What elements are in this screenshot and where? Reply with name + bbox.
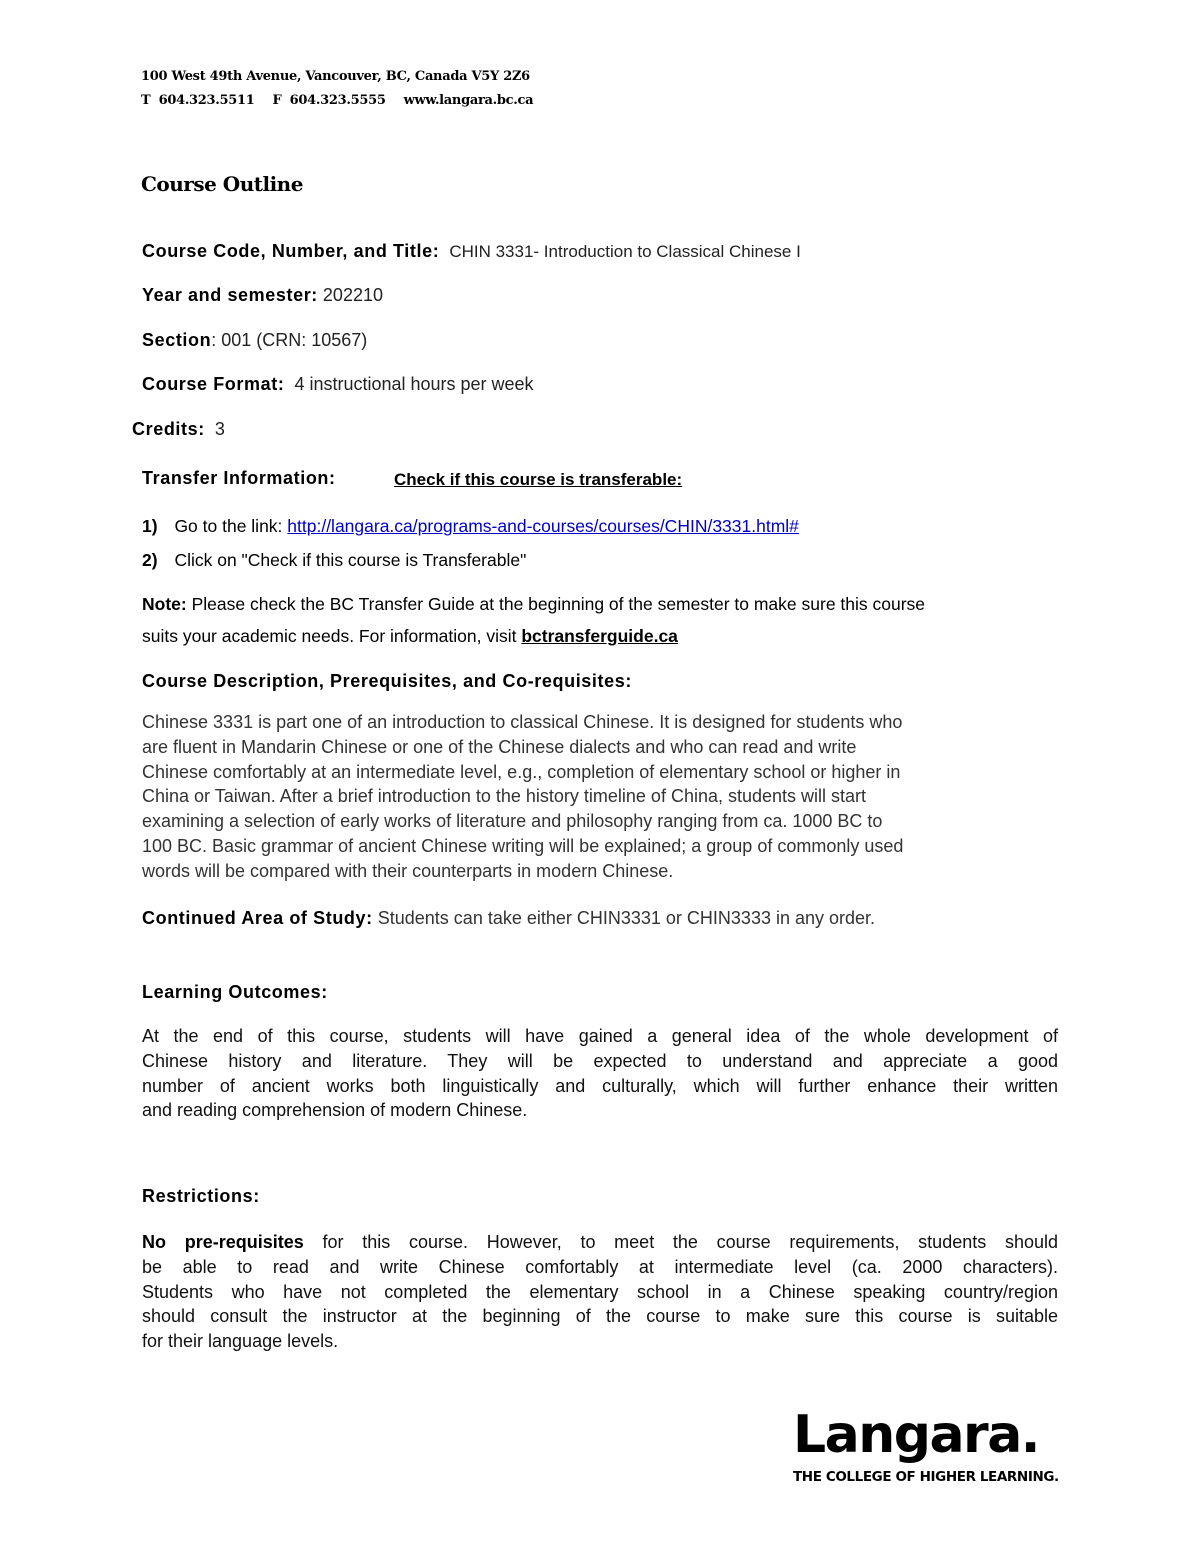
- page-title: Course Outline: [141, 172, 303, 196]
- outcomes-heading: Learning Outcomes:: [142, 982, 328, 1002]
- restrictions-line: should consult the instructor at the beginning of the course to make sure this course is suitable: [142, 1306, 1058, 1327]
- restrictions-line: Students who have not completed the elementary school in a Chinese speaking country/region: [142, 1281, 1058, 1302]
- outcomes-line: Chinese history and literature. They will be expected to understand and appreciate a good: [142, 1050, 1058, 1071]
- description-line: 100 BC. Basic grammar of ancient Chinese writing will be explained; a group of commonly used: [142, 835, 904, 856]
- credits-value: 3: [214, 419, 225, 439]
- year-label: Year and semester:: [142, 285, 318, 305]
- logo-wordmark: Langara.: [793, 1405, 1040, 1465]
- description-line: China or Taiwan. After a brief introduction to the history timeline of China, students will start: [142, 786, 867, 807]
- contact-line: [141, 93, 533, 108]
- section-label: Section: [142, 330, 212, 350]
- outcomes-body: [142, 1024, 1058, 1123]
- restrictions-heading: Restrictions:: [142, 1186, 260, 1206]
- website: www.langara.bc.ca: [403, 93, 534, 108]
- course-code-row: [142, 241, 801, 262]
- phone-number: T 604.323.5511: [141, 93, 255, 108]
- note-text: suits your academic needs. For information, visit: [142, 626, 522, 646]
- restrictions-line: for their language levels.: [142, 1331, 339, 1352]
- description-line: Chinese comfortably at an intermediate level, e.g., completion of elementary school or higher in: [142, 761, 901, 782]
- format-row: [142, 374, 534, 395]
- credits-row: [132, 419, 225, 440]
- outcomes-line: number of ancient works both linguistically and culturally, which will further enhance their written: [142, 1075, 1058, 1096]
- credits-label: Credits:: [132, 419, 205, 439]
- description-line: Chinese 3331 is part one of an introduction to classical Chinese. It is designed for students who: [142, 712, 903, 732]
- course-page-link[interactable]: http://langara.ca/programs-and-courses/courses/CHIN/3331.html#: [287, 516, 799, 536]
- outcomes-line: and reading comprehension of modern Chinese.: [142, 1100, 528, 1121]
- year-value: 202210: [322, 285, 383, 305]
- restrictions-line: [142, 1230, 1058, 1255]
- continued-row: [142, 908, 875, 929]
- note-text: Please check the BC Transfer Guide at the beginning of the semester to make sure this course: [191, 594, 926, 614]
- transfer-step-1: [142, 516, 799, 537]
- transfer-step-2: [142, 550, 526, 571]
- note-label: Note:: [142, 594, 187, 614]
- fax-number: F 604.323.5555: [272, 93, 386, 108]
- course-code-label: Course Code, Number, and Title:: [142, 241, 440, 261]
- step-number: 2): [142, 550, 158, 570]
- description-heading: Course Description, Prerequisites, and Co-requisites:: [142, 671, 632, 691]
- step-text: Go to the link:: [174, 516, 288, 536]
- step-number: 1): [142, 516, 158, 536]
- restrictions-line: be able to read and write Chinese comfortably at intermediate level (ca. 2000 characters).: [142, 1256, 1058, 1277]
- continued-label: Continued Area of Study:: [142, 908, 373, 928]
- address-line: 100 West 49th Avenue, Vancouver, BC, Canada V5Y 2Z6: [141, 69, 530, 84]
- year-row: [142, 285, 383, 306]
- langara-logo: [793, 1405, 1059, 1485]
- section-value: : 001 (CRN: 10567): [211, 330, 368, 350]
- logo-tagline: THE COLLEGE OF HIGHER LEARNING.: [793, 1469, 1059, 1485]
- transfer-label: Transfer Information:: [142, 468, 336, 488]
- step-text: Click on "Check if this course is Transferable": [174, 550, 527, 570]
- course-code-value: CHIN 3331- Introduction to Classical Chinese I: [449, 242, 801, 261]
- description-line: examining a selection of early works of literature and philosophy ranging from ca. 1000 BC to: [142, 811, 883, 832]
- restrictions-lead: No pre-requisites: [142, 1232, 304, 1252]
- description-line: words will be compared with their counterparts in modern Chinese.: [142, 860, 674, 881]
- bctransferguide-link[interactable]: bctransferguide.ca: [521, 626, 678, 646]
- description-line: are fluent in Mandarin Chinese or one of the Chinese dialects and who can read and write: [142, 736, 857, 757]
- format-value: 4 instructional hours per week: [294, 374, 534, 394]
- transfer-check-link[interactable]: Check if this course is transferable:: [394, 470, 683, 489]
- note-line-1: [142, 594, 925, 615]
- section-row: [142, 330, 367, 351]
- restrictions-body: [142, 1230, 1058, 1354]
- restrictions-text: for this course. However, to meet the course requirements, students should: [303, 1232, 1058, 1252]
- continued-text: Students can take either CHIN3331 or CHIN3333 in any order.: [377, 908, 876, 928]
- format-label: Course Format:: [142, 374, 285, 394]
- outcomes-line: At the end of this course, students will have gained a general idea of the whole development of: [142, 1026, 1058, 1046]
- note-line-2: [142, 626, 678, 647]
- description-body: [142, 710, 1058, 884]
- transfer-row: [142, 468, 683, 489]
